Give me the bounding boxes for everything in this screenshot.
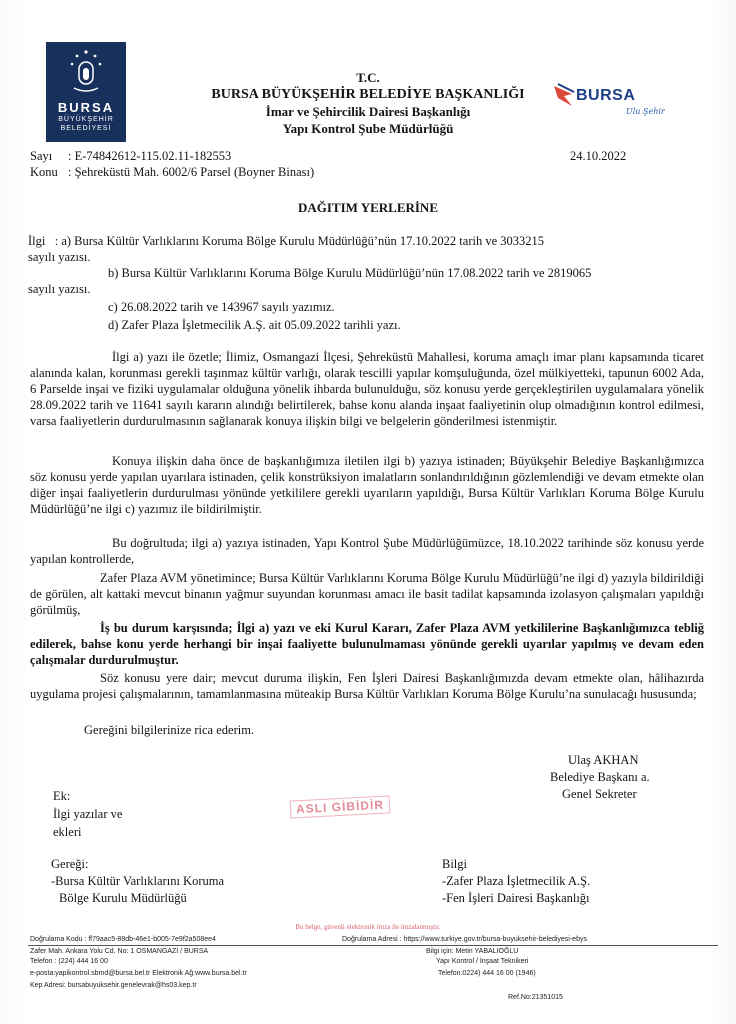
paragraph-1: İlgi a) yazı ile özetle; İlimiz, Osmangazi İlçesi, Şehreküstü Mahallesi, koruma amaçlı imar planı kapsamında ticaret alanında kalan, korunması gerekli taşınmaz kültür varlığı, olarak tescilli yapılar komşuluğunda, özel mülkiyetteki, tapunun 6002 Ada, 6 Parselde inşai ve fiziki uygulamalar olduğuna yönelik ihbarda bulunulduğu, söz konusu yerde gerçekleştirilen uygulamalara yönelik 28.09.2022 tarih ve 11641 sayılı kararın alındığı belirtilerek, bahse konu alanda inşaat faaliyetinin olup olmadığının kontrol edilmesi, varsa faaliyetlerin durdurulmasının sağlanarak konuya ilişkin bilgi ve belgelerin gönderilmesi istenmiştir. xyxy=(30,350,704,428)
logo-slogan: Ulu Şehir xyxy=(626,107,665,116)
bird-icon xyxy=(552,80,578,110)
asli-gibidir-stamp: ASLI GİBİDİR xyxy=(290,795,391,818)
signature-block xyxy=(550,752,690,803)
konu-row xyxy=(30,165,730,183)
reference-number: Ref.No:21351015 xyxy=(508,994,563,1001)
sayi-value: : E-74842612-115.02.11-182553 xyxy=(68,149,232,163)
header-unit: Yapı Kontrol Şube Müdürlüğü xyxy=(282,121,454,136)
logo-line-2: BÜYÜKŞEHİR xyxy=(58,116,114,123)
signatory-title-2: Genel Sekreter xyxy=(562,787,637,801)
paragraph-5: İş bu durum karşısında; İlgi a) yazı ve eki Kurul Kararı, Zafer Plaza AVM yetkililerine Başkanlığımızca tebliğ edilerek, bahse konu yerde herhangi bir inşai faaliyette bulunulmaması yönünde gerekli uyarılar yapılmış ve devam eden çalışmalar durdurulmuştur. xyxy=(30,621,704,667)
header-department: İmar ve Şehircilik Dairesi Başkanlığı xyxy=(265,104,471,119)
ilgi-c: c) 26.08.2022 tarih ve 143967 sayılı yazımız. xyxy=(108,300,335,314)
ilgi-b-line1: b) Bursa Kültür Varlıklarını Koruma Bölge Kurulu Müdürlüğü’nün 17.08.2022 tarih ve 2819065 xyxy=(108,266,592,280)
bilgi-block xyxy=(442,856,590,907)
distribution-title: DAĞITIM YERLERİNE xyxy=(297,200,438,215)
konu-value: : Şehreküstü Mah. 6002/6 Parsel (Boyner Binası) xyxy=(68,165,315,179)
ek-label: Ek: xyxy=(53,789,71,803)
footer-contact-title: Yapı Kontrol / İnşaat Teknikeri xyxy=(436,958,529,965)
verification-address: Doğrulama Adresi : https://www.turkiye.gov.tr/bursa-buyuksehir-belediyesi-ebys xyxy=(342,936,587,943)
geregi-line-1: -Bursa Kültür Varlıklarını Koruma xyxy=(51,874,224,888)
esignature-note: Bu belge, güvenli elektronik imza ile imzalanmıştır. xyxy=(295,923,441,931)
sayi-label: Sayı xyxy=(30,149,53,163)
logo-word: BURSA xyxy=(576,87,636,104)
paragraph-7: Gereğini bilgilerinize rica ederim. xyxy=(84,723,255,737)
footer-divider xyxy=(28,945,718,946)
geregi-label: Gereği: xyxy=(51,857,89,871)
geregi-line-2: Bölge Kurulu Müdürlüğü xyxy=(59,891,187,905)
signatory-title-1: Belediye Başkanı a. xyxy=(550,770,650,784)
ilgi-d: d) Zafer Plaza İşletmecilik A.Ş. ait 05.09.2022 tarihli yazı. xyxy=(108,318,401,332)
footer xyxy=(28,932,728,1012)
bilgi-label: Bilgi xyxy=(442,857,468,871)
ilgi-b-line2: sayılı yazısı. xyxy=(28,282,91,296)
verification-code: Doğrulama Kodu : ff79aac5-88db-46e1-b005-7e9f2a508ee4 xyxy=(30,936,216,943)
konu-label: Konu xyxy=(30,165,58,179)
footer-contact-phone: Telefon:0224) 444 16 00 (1946) xyxy=(438,970,536,977)
paragraph-2: Konuya ilişkin daha önce de başkanlığımıza iletilen ilgi b) yazıya istinaden; Büyükşehir Belediye Başkanlığımızca söz konusu yerde yapılan uyarılara istinaden, çelik konstrüksiyon imalatların sonlandırıldığının gözlemlendiği ve devam etmekte olan diğer inşai faaliyetlerin durdurulması yönünde yetkililere gerekli uyarıların yapıldığı, Bursa Kültür Varlıkları Koruma Bölge Kurulu Müdürlüğü’ne ilgi c) yazımız ile bildirilmiştir. xyxy=(30,454,704,516)
paragraph-6: Söz konusu yere dair; mevcut duruma ilişkin, Fen İşleri Dairesi Başkanlığımızda devam etmekte olan, hâlihazırda uygulama projesi çalışmalarının, tamamlanmasına müteakip Bursa Kültür Varlıkları Koruma Bölge Kurulu’na sunulacağı hususunda; xyxy=(30,671,704,701)
ek-line-1: İlgi yazılar ve xyxy=(53,807,123,821)
bursa-ulu-sehir-logo xyxy=(552,78,672,126)
signatory-name: Ulaş AKHAN xyxy=(568,753,639,767)
ek-block xyxy=(53,787,122,841)
logo-line-3: BELEDİYESİ xyxy=(60,125,112,132)
bilgi-line-1: -Zafer Plaza İşletmecilik A.Ş. xyxy=(442,874,591,888)
footer-kep: Kep Adresi: bursabuyuksehir.genelevrak@hs03.kep.tr xyxy=(30,982,197,989)
ek-line-2: ekleri xyxy=(53,825,82,839)
ilgi-a-line2: sayılı yazısı. xyxy=(28,250,91,264)
footer-contact-person: Bilgi için: Metin YABALIOĞLU xyxy=(426,948,519,955)
header-tc: T.C. xyxy=(356,70,380,85)
ilgi-label: İlgi xyxy=(28,234,46,248)
ilgi-a-line1: : a) Bursa Kültür Varlıklarını Koruma Bölge Kurulu Müdürlüğü’nün 17.10.2022 tarih ve 3033215 xyxy=(54,234,545,248)
ilgi-a xyxy=(28,233,708,249)
geregi-block xyxy=(51,856,224,907)
logo-line-1: BURSA xyxy=(57,100,115,115)
bilgi-line-2: -Fen İşleri Dairesi Başkanlığı xyxy=(442,891,590,905)
header-institution: BURSA BÜYÜKŞEHİR BELEDİYE BAŞKANLIĞI xyxy=(211,87,525,102)
paragraph-4: Zafer Plaza AVM yönetimince; Bursa Kültür Varlıklarını Koruma Bölge Kurulu Müdürlüğü’ne ilgi d) yazıyla bildirildiği de görülen, alt kattaki mevcut binanın yağmur suyundan korunması amacı ile basit tadilat kapsamında izolasyon çalışmaları yapıldığı görülmüş, xyxy=(30,571,704,617)
paragraph-3: Bu doğrultuda; ilgi a) yazıya istinaden, Yapı Kontrol Şube Müdürlüğümüzce, 18.10.2022 tarihinde söz konusu yerde yapılan kontrollerde, xyxy=(30,536,704,566)
document-date: 24.10.2022 xyxy=(570,149,627,163)
footer-address: Zafer Mah. Ankara Yolu Cd. No: 1 OSMANGAZİ / BURSA xyxy=(30,948,209,955)
footer-phone: Telefon : (224) 444 16 00 xyxy=(30,958,108,965)
footer-email: e-posta:yapikontrol.sbmd@bursa.bel.tr Elektronik Ağ:www.bursa.bel.tr xyxy=(30,970,247,977)
